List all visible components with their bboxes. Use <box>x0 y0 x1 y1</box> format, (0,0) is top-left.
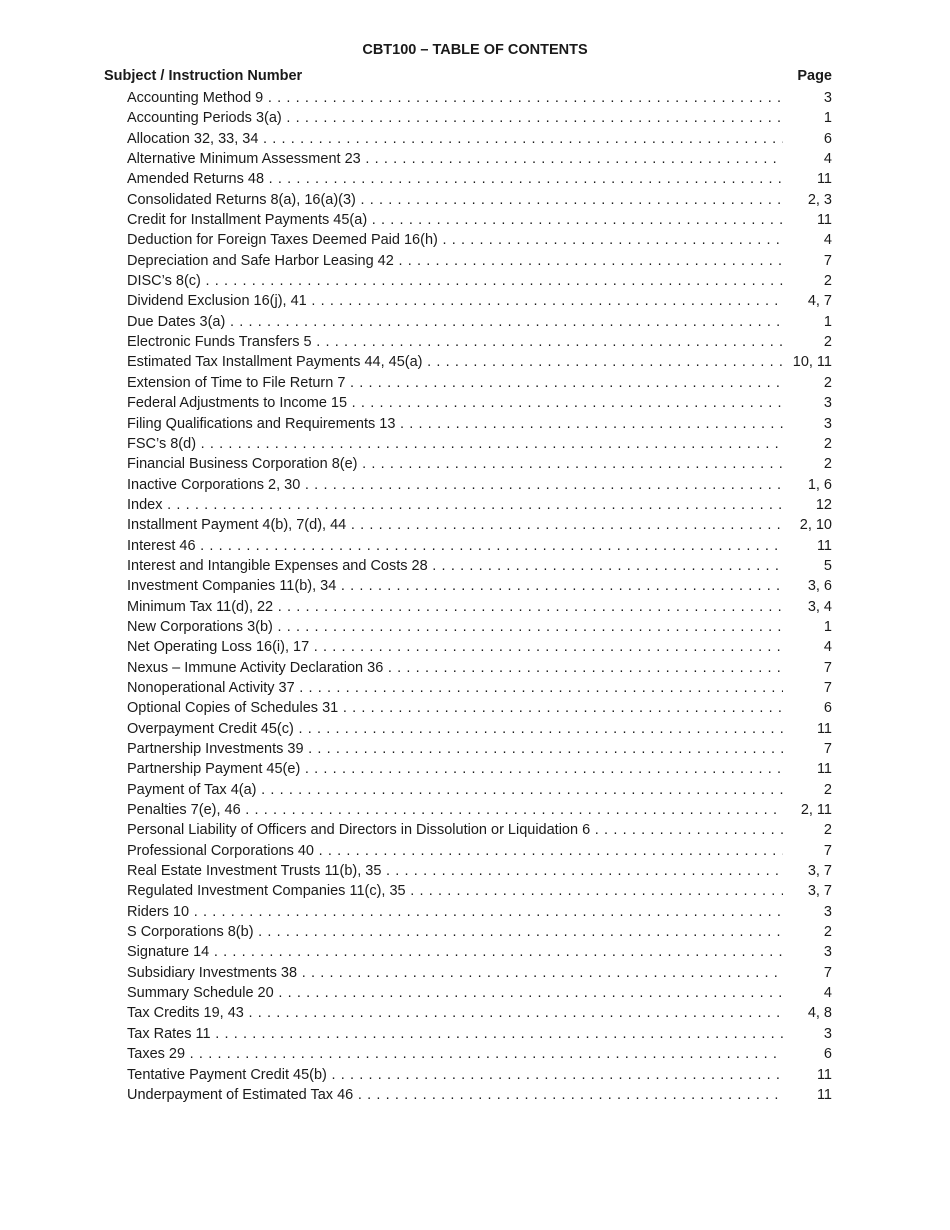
column-header-row <box>104 68 832 86</box>
toc-entry-page: 3 <box>820 902 832 922</box>
toc-entry-subject: Optional Copies of Schedules 31 . . . <box>127 698 783 718</box>
toc-entry-subject: Real Estate Investment Trusts 11(b), 35 . . . <box>127 861 783 881</box>
toc-entry-page: 7 <box>820 658 832 678</box>
toc-entry-page: 4 <box>820 230 832 250</box>
toc-entry-subject: Accounting Method 9 . . . <box>127 88 783 108</box>
toc-entry <box>127 129 832 149</box>
toc-entry-page: 2 <box>820 820 832 840</box>
toc-entry-page: 7 <box>820 678 832 698</box>
toc-entry-page: 4 <box>820 637 832 657</box>
toc-entry-page: 7 <box>820 841 832 861</box>
toc-entry-subject: Interest 46 . . . <box>127 536 783 556</box>
toc-entry <box>127 800 832 820</box>
toc-entry <box>127 332 832 352</box>
toc-entry-subject: Amended Returns 48 . . . <box>127 169 783 189</box>
toc-entry-subject: Estimated Tax Installment Payments 44, 45(a) . . . <box>127 352 783 372</box>
toc-entry <box>127 759 832 779</box>
toc-entry-page: 1, 6 <box>804 475 832 495</box>
toc-entry <box>127 719 832 739</box>
toc-entry-page: 3, 7 <box>804 861 832 881</box>
toc-entry-subject: Riders 10 . . . <box>127 902 783 922</box>
toc-entry-page: 10, 11 <box>789 352 832 372</box>
toc-entry <box>127 475 832 495</box>
toc-entry <box>127 637 832 657</box>
toc-entry <box>127 271 832 291</box>
toc-entry <box>127 922 832 942</box>
toc-entry-page: 11 <box>813 1085 832 1105</box>
toc-entry <box>127 658 832 678</box>
toc-entry-subject: Subsidiary Investments 38 . . . <box>127 963 783 983</box>
toc-entry-subject: Filing Qualifications and Requirements 13 . . . <box>127 414 783 434</box>
toc-entry-page: 1 <box>820 312 832 332</box>
toc-entry <box>127 352 832 372</box>
toc-entry-subject: Inactive Corporations 2, 30 . . . <box>127 475 783 495</box>
toc-entry <box>127 373 832 393</box>
toc-entry-subject: Alternative Minimum Assessment 23 . . . <box>127 149 783 169</box>
toc-list <box>127 88 832 1105</box>
toc-entry-page: 11 <box>813 1065 832 1085</box>
toc-entry-subject: Payment of Tax 4(a) . . . <box>127 780 783 800</box>
toc-entry-subject: Allocation 32, 33, 34 . . . <box>127 129 783 149</box>
subject-column-header: Subject / Instruction Number <box>104 68 303 84</box>
toc-entry <box>127 983 832 1003</box>
toc-entry-subject: Consolidated Returns 8(a), 16(a)(3) . . . <box>127 190 783 210</box>
toc-entry-subject: Interest and Intangible Expenses and Costs 28 . . . <box>127 556 783 576</box>
toc-entry <box>127 942 832 962</box>
toc-entry-subject: Net Operating Loss 16(i), 17 . . . <box>127 637 783 657</box>
toc-entry-page: 3 <box>820 1024 832 1044</box>
toc-entry-page: 12 <box>812 495 832 515</box>
toc-entry <box>127 678 832 698</box>
toc-entry <box>127 495 832 515</box>
toc-entry <box>127 1044 832 1064</box>
toc-entry-page: 6 <box>820 129 832 149</box>
toc-entry-subject: Partnership Investments 39 . . . <box>127 739 783 759</box>
toc-entry-page: 11 <box>813 759 832 779</box>
toc-entry <box>127 597 832 617</box>
toc-entry-subject: Partnership Payment 45(e) . . . <box>127 759 783 779</box>
toc-entry-page: 5 <box>820 556 832 576</box>
toc-entry-subject: Index . . . <box>127 495 783 515</box>
toc-entry-subject: Financial Business Corporation 8(e) . . . <box>127 454 783 474</box>
toc-entry-page: 4 <box>820 149 832 169</box>
toc-entry-page: 6 <box>820 698 832 718</box>
toc-entry <box>127 393 832 413</box>
toc-entry-page: 2, 11 <box>797 800 832 820</box>
toc-entry-subject: Depreciation and Safe Harbor Leasing 42 . . . <box>127 251 783 271</box>
toc-entry-subject: FSC’s 8(d) . . . <box>127 434 783 454</box>
toc-entry-page: 3, 4 <box>804 597 832 617</box>
toc-entry-page: 3 <box>820 414 832 434</box>
toc-entry-subject: Federal Adjustments to Income 15 . . . <box>127 393 783 413</box>
toc-entry-subject: Professional Corporations 40 . . . <box>127 841 783 861</box>
toc-entry <box>127 963 832 983</box>
toc-entry-page: 2 <box>820 780 832 800</box>
toc-entry <box>127 861 832 881</box>
toc-entry <box>127 414 832 434</box>
toc-entry <box>127 841 832 861</box>
toc-entry-page: 7 <box>820 963 832 983</box>
toc-entry <box>127 210 832 230</box>
toc-entry <box>127 902 832 922</box>
toc-entry <box>127 169 832 189</box>
toc-entry-subject: Electronic Funds Transfers 5 . . . <box>127 332 783 352</box>
toc-entry-page: 3 <box>820 393 832 413</box>
toc-entry-page: 4, 8 <box>804 1003 832 1023</box>
toc-entry-page: 6 <box>820 1044 832 1064</box>
toc-entry-subject: Nexus – Immune Activity Declaration 36 . . . <box>127 658 783 678</box>
toc-entry <box>127 780 832 800</box>
toc-entry-page: 2, 10 <box>796 515 832 535</box>
toc-entry-subject: Due Dates 3(a) . . . <box>127 312 783 332</box>
toc-entry <box>127 108 832 128</box>
toc-entry-page: 2 <box>820 454 832 474</box>
toc-entry-subject: Extension of Time to File Return 7 . . . <box>127 373 783 393</box>
toc-entry-page: 1 <box>820 108 832 128</box>
toc-entry-page: 2 <box>820 434 832 454</box>
toc-entry <box>127 739 832 759</box>
toc-entry-subject: Accounting Periods 3(a) . . . <box>127 108 783 128</box>
toc-entry <box>127 434 832 454</box>
toc-entry <box>127 88 832 108</box>
toc-entry-page: 3 <box>820 88 832 108</box>
toc-entry-page: 11 <box>813 210 832 230</box>
toc-entry-page: 2, 3 <box>804 190 832 210</box>
toc-entry-subject: Tax Credits 19, 43 . . . <box>127 1003 783 1023</box>
toc-entry-subject: Dividend Exclusion 16(j), 41 . . . <box>127 291 783 311</box>
toc-entry <box>127 1085 832 1105</box>
toc-entry-page: 11 <box>813 719 832 739</box>
toc-entry-page: 7 <box>820 739 832 759</box>
toc-entry-page: 2 <box>820 373 832 393</box>
toc-entry <box>127 556 832 576</box>
toc-entry-subject: Underpayment of Estimated Tax 46 . . . <box>127 1085 783 1105</box>
toc-entry-subject: Nonoperational Activity 37 . . . <box>127 678 783 698</box>
page-title: CBT100 – TABLE OF CONTENTS <box>362 42 588 58</box>
toc-entry-page: 3, 6 <box>804 576 832 596</box>
toc-entry-subject: Credit for Installment Payments 45(a) . . . <box>127 210 783 230</box>
toc-entry <box>127 576 832 596</box>
toc-entry <box>127 1065 832 1085</box>
toc-entry <box>127 515 832 535</box>
toc-entry-subject: Overpayment Credit 45(c) . . . <box>127 719 783 739</box>
toc-entry-page: 1 <box>820 617 832 637</box>
toc-entry <box>127 1024 832 1044</box>
toc-entry-page: 2 <box>820 332 832 352</box>
toc-entry <box>127 454 832 474</box>
toc-entry-page: 2 <box>820 271 832 291</box>
toc-entry-subject: S Corporations 8(b) . . . <box>127 922 783 942</box>
toc-entry <box>127 1003 832 1023</box>
toc-entry-page: 11 <box>813 169 832 189</box>
toc-entry <box>127 536 832 556</box>
toc-entry-subject: Installment Payment 4(b), 7(d), 44 . . . <box>127 515 783 535</box>
toc-entry-subject: DISC’s 8(c) . . . <box>127 271 783 291</box>
toc-entry-page: 11 <box>813 536 832 556</box>
toc-entry-subject: Regulated Investment Companies 11(c), 35 . . . <box>127 881 783 901</box>
toc-entry-subject: Deduction for Foreign Taxes Deemed Paid 16(h) . . . <box>127 230 783 250</box>
toc-entry <box>127 291 832 311</box>
toc-entry <box>127 230 832 250</box>
toc-entry <box>127 698 832 718</box>
toc-entry-page: 2 <box>820 922 832 942</box>
toc-entry-page: 7 <box>820 251 832 271</box>
toc-entry <box>127 149 832 169</box>
toc-entry-subject: Penalties 7(e), 46 . . . <box>127 800 783 820</box>
page-column-header: Page <box>797 68 832 84</box>
toc-entry-subject: Signature 14 . . . <box>127 942 783 962</box>
toc-entry-subject: Summary Schedule 20 . . . <box>127 983 783 1003</box>
toc-entry <box>127 820 832 840</box>
toc-entry-subject: New Corporations 3(b) . . . <box>127 617 783 637</box>
toc-entry-page: 4, 7 <box>804 291 832 311</box>
toc-entry-subject: Investment Companies 11(b), 34 . . . <box>127 576 783 596</box>
toc-entry-subject: Tax Rates 11 . . . <box>127 1024 783 1044</box>
toc-entry-page: 3, 7 <box>804 881 832 901</box>
toc-entry <box>127 190 832 210</box>
toc-entry <box>127 881 832 901</box>
toc-entry <box>127 617 832 637</box>
toc-entry-subject: Taxes 29 . . . <box>127 1044 783 1064</box>
toc-entry-page: 4 <box>820 983 832 1003</box>
toc-entry-subject: Personal Liability of Officers and Directors in Dissolution or Liquidation 6 . . . <box>127 820 783 840</box>
toc-entry <box>127 251 832 271</box>
toc-entry-subject: Tentative Payment Credit 45(b) . . . <box>127 1065 783 1085</box>
toc-entry-page: 3 <box>820 942 832 962</box>
toc-entry <box>127 312 832 332</box>
toc-entry-subject: Minimum Tax 11(d), 22 . . . <box>127 597 783 617</box>
